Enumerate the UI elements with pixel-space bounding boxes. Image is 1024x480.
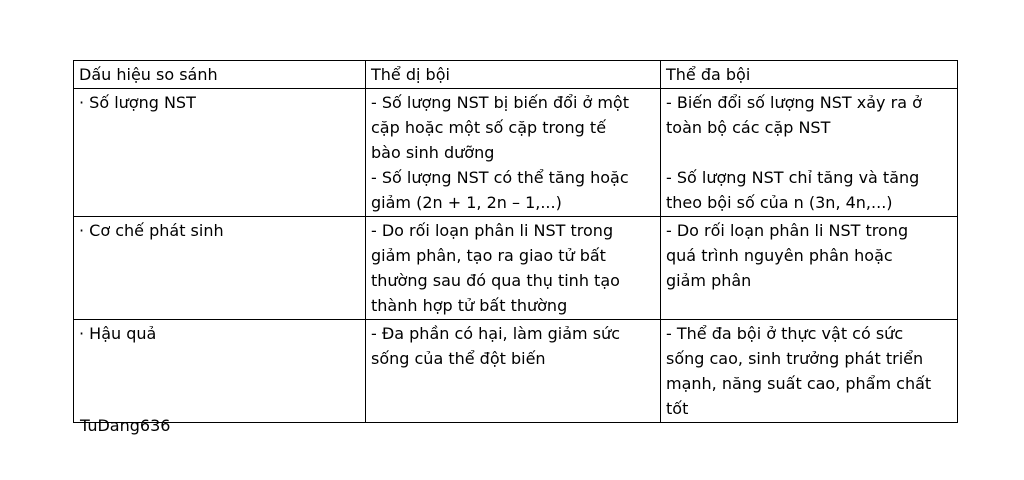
header-di-boi: Thể dị bội (366, 61, 661, 89)
da-boi-cell (661, 89, 958, 217)
text-line: - Biến đổi số lượng NST xảy ra ở (666, 93, 922, 112)
text-line: toàn bộ các cặp NST (666, 118, 831, 137)
text-line: sống của thể đột biến (371, 349, 546, 368)
text-line: sống cao, sinh trưởng phát triển (666, 349, 924, 368)
header-criterion: Dấu hiệu so sánh (74, 61, 366, 89)
criterion-cell (74, 217, 366, 320)
text-line: - Số lượng NST chỉ tăng và tăng (666, 168, 920, 187)
di-boi-cell (366, 217, 661, 320)
header-row (74, 61, 958, 89)
row-hau-qua (74, 320, 958, 423)
text-line: cặp hoặc một số cặp trong tế (371, 118, 607, 137)
paragraph-gap (666, 140, 952, 165)
author-signature: TuDang636 (80, 416, 171, 435)
text-line: - Do rối loạn phân li NST trong (371, 221, 614, 240)
text-line: theo bội số của n (3n, 4n,...) (666, 193, 893, 212)
text-line: - Do rối loạn phân li NST trong (666, 221, 909, 240)
text-line: - Thể đa bội ở thực vật có sức (666, 324, 904, 343)
text-line: giảm phân, tạo ra giao tử bất (371, 246, 606, 265)
text-line: thường sau đó qua thụ tinh tạo (371, 271, 620, 290)
text-line: mạnh, năng suất cao, phẩm chất (666, 374, 932, 393)
text-line: giảm (2n + 1, 2n – 1,...) (371, 193, 562, 212)
criterion-label: · Số lượng NST (79, 93, 196, 112)
di-boi-cell (366, 320, 661, 423)
row-so-luong-nst (74, 89, 958, 217)
text-line: giảm phân (666, 271, 752, 290)
text-line: quá trình nguyên phân hoặc (666, 246, 893, 265)
criterion-label: · Cơ chế phát sinh (79, 221, 224, 240)
criterion-cell (74, 89, 366, 217)
header-da-boi: Thể đa bội (661, 61, 958, 89)
text-line: bào sinh dưỡng (371, 143, 495, 162)
comparison-table (73, 60, 958, 423)
row-co-che-phat-sinh (74, 217, 958, 320)
da-boi-cell (661, 320, 958, 423)
text-line: - Đa phần có hại, làm giảm sức (371, 324, 620, 343)
text-line: - Số lượng NST bị biến đổi ở một (371, 93, 629, 112)
criterion-cell (74, 320, 366, 423)
di-boi-cell (366, 89, 661, 217)
text-line: thành hợp tử bất thường (371, 296, 568, 315)
text-line: tốt (666, 399, 689, 418)
criterion-label: · Hậu quả (79, 324, 157, 343)
da-boi-cell (661, 217, 958, 320)
text-line: - Số lượng NST có thể tăng hoặc (371, 168, 629, 187)
